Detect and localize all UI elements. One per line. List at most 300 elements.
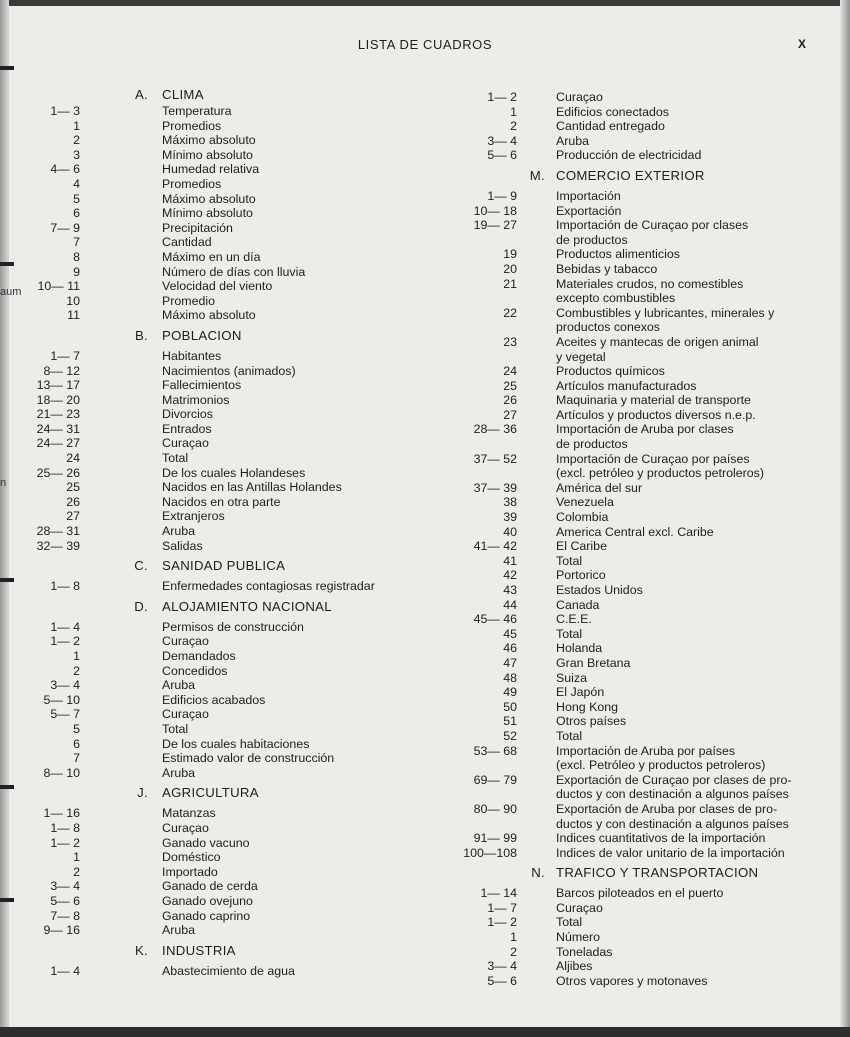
table-list-entry	[447, 350, 847, 365]
table-title: ductos y con destinación a algunos países	[556, 816, 789, 831]
table-list-entry	[447, 817, 847, 832]
table-title: Humedad relativa	[162, 162, 260, 177]
table-title: ductos y con destinación a algunos países	[556, 787, 789, 802]
table-list-entry	[447, 568, 847, 583]
table-title: Bebidas y tabacco	[556, 261, 658, 276]
table-title: Edificios acabados	[162, 692, 266, 707]
table-numbers: 25	[66, 480, 80, 495]
table-numbers: 37— 52	[473, 451, 517, 466]
section-header	[447, 163, 847, 189]
table-list-entry	[10, 466, 430, 481]
table-numbers: 45	[503, 626, 517, 641]
table-list-entry	[10, 364, 430, 379]
table-title: Total	[556, 915, 583, 930]
table-list-entry	[10, 104, 430, 119]
table-list-entry	[10, 579, 430, 594]
table-list-entry	[447, 598, 847, 613]
table-list-entry	[10, 349, 430, 364]
table-numbers: 24— 31	[36, 421, 80, 436]
table-list-entry	[447, 204, 847, 219]
left-column	[10, 86, 430, 978]
table-title: Holanda	[556, 641, 603, 656]
table-numbers: 7	[73, 751, 80, 766]
table-numbers: 1	[510, 104, 517, 119]
page-title: LISTA DE CUADROS	[357, 37, 493, 52]
table-list-entry	[10, 378, 430, 393]
table-numbers: 2	[73, 133, 80, 148]
table-numbers: 26	[503, 393, 517, 408]
table-title: (excl. Petróleo y productos petroleros)	[556, 758, 766, 773]
table-numbers: 80— 90	[473, 801, 517, 816]
table-title: Ganado caprino	[162, 908, 251, 923]
table-title: Total	[556, 553, 583, 568]
table-title: Venezuela	[556, 495, 614, 510]
table-numbers: 41	[503, 553, 517, 568]
table-numbers: 26	[66, 494, 80, 509]
table-title: Exportación de Curaçao por clases de pro-	[556, 772, 792, 787]
table-numbers: 24	[503, 364, 517, 379]
table-numbers: 21— 23	[36, 407, 80, 422]
table-list-entry	[10, 192, 430, 207]
table-numbers: 41— 42	[473, 539, 517, 554]
table-title: Mínimo absoluto	[162, 206, 253, 221]
table-title: Aceites y mantecas de origen animal	[556, 334, 759, 349]
table-list-entry	[10, 480, 430, 495]
table-title: Temperatura	[162, 104, 232, 118]
table-list-entry	[447, 886, 847, 901]
section-title: TRAFICO Y TRANSPORTACION	[556, 865, 759, 881]
table-list-entry	[447, 105, 847, 120]
table-title: Aruba	[162, 524, 196, 539]
table-numbers: 1— 8	[50, 820, 80, 835]
table-numbers: 8— 12	[43, 363, 80, 378]
table-numbers: 1	[73, 850, 80, 865]
table-title: Habitantes	[162, 348, 222, 363]
table-title: Concedidos	[162, 663, 228, 678]
table-list-entry	[447, 612, 847, 627]
table-numbers: 45— 46	[473, 612, 517, 627]
table-list-entry	[447, 974, 847, 989]
table-numbers: 7— 8	[50, 908, 80, 923]
table-numbers: 1— 14	[480, 886, 517, 901]
table-title: Curaçao	[556, 900, 603, 915]
table-title: Indices de valor unitario de la importación	[556, 845, 785, 860]
section-header	[10, 594, 430, 620]
table-numbers: 24	[66, 451, 80, 466]
table-list-entry	[447, 915, 847, 930]
table-list-entry	[447, 700, 847, 715]
table-title: Matrimonios	[162, 392, 230, 407]
table-title: Portorico	[556, 568, 606, 583]
table-numbers: 1— 2	[50, 634, 80, 649]
table-list-entry	[10, 909, 430, 924]
table-numbers: 23	[503, 334, 517, 349]
section-header	[10, 86, 430, 104]
table-title: Nacidos en las Antillas Holandes	[162, 480, 342, 495]
table-list-entry	[10, 393, 430, 408]
table-title: Aruba	[556, 133, 590, 148]
table-title: Artículos y productos diversos n.e.p.	[556, 407, 756, 422]
table-numbers: 5	[73, 721, 80, 736]
section-title: COMERCIO EXTERIOR	[556, 167, 705, 183]
table-numbers: 5— 10	[43, 692, 80, 707]
table-title: Importación de Aruba por clases	[556, 422, 734, 437]
table-numbers: 28— 31	[36, 524, 80, 539]
table-numbers: 1— 2	[487, 915, 517, 930]
table-numbers: 1— 8	[50, 579, 80, 594]
table-title: América del sur	[556, 480, 643, 495]
table-list-entry	[447, 758, 847, 773]
section-title: ALOJAMIENTO NACIONAL	[162, 598, 332, 614]
table-list-entry	[447, 306, 847, 321]
table-title: Extranjeros	[162, 509, 225, 524]
table-title: Otros países	[556, 714, 627, 729]
table-list-entry	[10, 133, 430, 148]
table-list-entry	[10, 850, 430, 865]
table-numbers	[447, 437, 517, 452]
table-list-entry	[10, 206, 430, 221]
table-title: Promedios	[162, 118, 222, 133]
binding-mark	[0, 66, 14, 70]
table-list-entry	[447, 452, 847, 467]
table-list-entry	[10, 524, 430, 539]
table-title: Nacimientos (animados)	[162, 363, 296, 378]
table-list-entry	[10, 923, 430, 938]
table-numbers: 32— 39	[36, 538, 80, 553]
table-numbers: 48	[503, 670, 517, 685]
table-list-entry	[10, 751, 430, 766]
table-title: Total	[556, 626, 583, 641]
table-title: Combustibles y lubricantes, minerales y	[556, 305, 775, 320]
section-title: CLIMA	[162, 87, 204, 102]
table-list-entry	[447, 233, 847, 248]
table-numbers: 5	[73, 191, 80, 206]
table-title: Estimado valor de construcción	[162, 751, 335, 766]
table-numbers	[447, 466, 517, 481]
table-list-entry	[10, 235, 430, 250]
table-title: Aruba	[162, 923, 196, 938]
table-numbers: 40	[503, 524, 517, 539]
table-list-entry	[10, 821, 430, 836]
table-title: De los cuales habitaciones	[162, 736, 310, 751]
table-list-entry	[447, 277, 847, 292]
section-title: AGRICULTURA	[162, 785, 259, 801]
table-numbers: 52	[503, 728, 517, 743]
table-list-entry	[10, 894, 430, 909]
table-list-entry	[10, 693, 430, 708]
table-list-entry	[10, 177, 430, 192]
table-list-entry	[10, 308, 430, 323]
table-numbers: 27	[503, 407, 517, 422]
table-title: Entrados	[162, 421, 212, 436]
section-title: POBLACION	[162, 327, 242, 343]
table-numbers	[447, 350, 517, 365]
table-list-entry	[447, 846, 847, 861]
table-title: Curaçao	[556, 90, 603, 104]
table-numbers: 49	[503, 685, 517, 700]
table-list-entry	[10, 737, 430, 752]
table-title: Materiales crudos, no comestibles	[556, 276, 744, 291]
table-title: Permisos de construcción	[162, 619, 304, 634]
table-title: Importación de Aruba por países	[556, 743, 736, 758]
table-title: Aruba	[162, 765, 196, 780]
table-numbers: 3	[73, 147, 80, 162]
table-title: Barcos piloteados en el puerto	[556, 886, 724, 901]
table-title: Curaçao	[162, 634, 209, 649]
table-list-entry	[447, 525, 847, 540]
table-title: Exportación	[556, 203, 622, 218]
table-title: Importado	[162, 864, 218, 879]
table-list-entry	[10, 678, 430, 693]
scan-left-edge	[0, 0, 9, 1037]
table-numbers: 1— 7	[50, 348, 80, 363]
table-numbers: 1	[73, 649, 80, 663]
table-list-entry	[10, 250, 430, 265]
table-list-entry	[10, 707, 430, 722]
table-title: Máximo en un día	[162, 249, 261, 264]
table-list-entry	[10, 119, 430, 134]
table-numbers: 42	[503, 568, 517, 583]
table-numbers: 24— 27	[36, 436, 80, 451]
table-list-entry	[447, 408, 847, 423]
table-title: Divorcios	[162, 407, 213, 422]
section-letter: N.	[531, 865, 545, 881]
table-list-entry	[10, 265, 430, 280]
table-title: Total	[556, 728, 583, 743]
table-list-entry	[447, 539, 847, 554]
table-numbers: 4	[73, 176, 80, 191]
section-header	[447, 860, 847, 886]
table-numbers: 43	[503, 583, 517, 597]
table-list-entry	[447, 656, 847, 671]
table-title: Producción de electricidad	[556, 148, 702, 163]
table-numbers: 5— 7	[50, 707, 80, 722]
table-title: Aljibes	[556, 959, 593, 974]
table-title: Importación de Curaçao por clases	[556, 218, 749, 233]
scan-bottom-edge	[0, 1027, 850, 1037]
table-title: Precipitación	[162, 220, 233, 235]
table-title: Máximo absoluto	[162, 133, 256, 148]
table-title: Curaçao	[162, 820, 209, 835]
table-title: Salidas	[162, 538, 203, 553]
table-list-entry	[447, 466, 847, 481]
table-list-entry	[10, 495, 430, 510]
table-list-entry	[10, 664, 430, 679]
table-numbers: 13— 17	[36, 378, 80, 393]
table-title: Colombia	[556, 510, 609, 525]
table-numbers	[447, 787, 517, 802]
table-title: Abastecimiento de agua	[162, 963, 295, 978]
table-numbers: 2	[73, 864, 80, 879]
table-list-entry	[447, 291, 847, 306]
table-list-entry	[447, 90, 847, 105]
section-header	[10, 323, 430, 349]
table-list-entry	[447, 379, 847, 394]
table-numbers: 3— 4	[487, 133, 517, 148]
table-list-entry	[447, 787, 847, 802]
table-numbers: 51	[503, 714, 517, 729]
table-list-entry	[447, 729, 847, 744]
section-title: INDUSTRIA	[162, 942, 236, 958]
table-numbers: 10— 11	[37, 279, 80, 294]
table-title: excepto combustibles	[556, 291, 676, 306]
table-list-entry	[447, 422, 847, 437]
table-list-entry	[447, 262, 847, 277]
table-title: Ganado ovejuno	[162, 893, 253, 908]
table-list-entry	[447, 148, 847, 163]
table-numbers: 69— 79	[473, 772, 517, 787]
section-letter: D.	[134, 598, 148, 614]
table-numbers	[447, 233, 517, 248]
table-numbers: 37— 39	[473, 480, 517, 495]
table-title: Suiza	[556, 670, 587, 685]
section-letter: A.	[134, 87, 148, 102]
table-title: America Central excl. Caribe	[556, 524, 714, 539]
table-title: Total	[162, 451, 189, 466]
table-numbers	[447, 320, 517, 335]
table-title: Matanzas	[162, 806, 216, 821]
table-title: Doméstico	[162, 850, 221, 865]
table-list-entry	[447, 554, 847, 569]
table-list-entry	[447, 930, 847, 945]
table-title: Enfermedades contagiosas registradar	[162, 579, 375, 594]
table-title: Cantidad entregado	[556, 119, 665, 134]
table-title: productos conexos	[556, 320, 661, 335]
table-title: Ganado de cerda	[162, 879, 258, 894]
table-list-entry	[10, 279, 430, 294]
table-numbers: 22	[503, 305, 517, 320]
table-title: C.E.E.	[556, 612, 592, 627]
table-title: Ganado vacuno	[162, 835, 250, 850]
scan-top-edge	[0, 0, 850, 6]
table-list-entry	[447, 119, 847, 134]
table-list-entry	[447, 714, 847, 729]
table-title: Curaçao	[162, 436, 209, 451]
table-list-entry	[10, 221, 430, 236]
table-title: Toneladas	[556, 944, 613, 959]
table-title: Fallecimientos	[162, 378, 242, 393]
table-title: Productos químicos	[556, 364, 665, 379]
table-list-entry	[447, 189, 847, 204]
table-numbers: 46	[503, 641, 517, 656]
table-numbers: 2	[510, 944, 517, 959]
table-numbers	[447, 291, 517, 306]
section-letter: C.	[134, 558, 148, 574]
table-list-entry	[447, 802, 847, 817]
table-numbers: 1— 3	[50, 104, 80, 118]
table-title: Máximo absoluto	[162, 308, 256, 323]
table-title: Promedio	[162, 293, 216, 308]
table-title: Curaçao	[162, 707, 209, 722]
table-title: Demandados	[162, 649, 236, 663]
section-letter: K.	[134, 942, 148, 958]
table-list-entry	[447, 959, 847, 974]
table-numbers: 2	[73, 663, 80, 678]
table-numbers: 38	[503, 495, 517, 510]
table-list-entry	[10, 407, 430, 422]
table-numbers: 1— 16	[43, 806, 80, 821]
table-list-entry	[10, 620, 430, 635]
table-numbers: 2	[510, 119, 517, 134]
section-letter: M.	[529, 167, 545, 183]
table-numbers: 1— 2	[50, 835, 80, 850]
right-column	[447, 90, 847, 988]
table-numbers	[447, 817, 517, 832]
table-numbers: 18— 20	[36, 392, 80, 407]
table-list-entry	[447, 393, 847, 408]
table-numbers: 28— 36	[473, 422, 517, 437]
table-list-entry	[447, 134, 847, 149]
table-numbers: 21	[503, 276, 517, 291]
table-list-entry	[10, 451, 430, 466]
table-title: Mínimo absoluto	[162, 147, 253, 162]
table-list-entry	[447, 510, 847, 525]
table-title: Canada	[556, 597, 600, 612]
table-title: Número	[556, 930, 601, 945]
table-title: y vegetal	[556, 349, 606, 364]
table-list-entry	[10, 649, 430, 664]
table-numbers: 5— 6	[487, 148, 517, 163]
table-title: Total	[162, 721, 189, 736]
table-numbers: 50	[503, 699, 517, 714]
table-numbers: 8	[73, 249, 80, 264]
table-title: Cantidad	[162, 235, 212, 250]
table-numbers: 3— 4	[487, 959, 517, 974]
table-numbers: 39	[503, 510, 517, 525]
table-title: de productos	[556, 437, 628, 452]
table-numbers: 3— 4	[50, 678, 80, 693]
table-numbers	[447, 758, 517, 773]
table-title: Promedios	[162, 176, 222, 191]
table-numbers: 5— 6	[487, 973, 517, 988]
table-list-entry	[447, 901, 847, 916]
table-list-entry	[447, 495, 847, 510]
table-list-entry	[447, 320, 847, 335]
table-numbers: 20	[503, 261, 517, 276]
table-list-entry	[10, 964, 430, 979]
table-numbers: 10	[66, 293, 80, 308]
table-numbers: 11	[67, 308, 80, 323]
table-numbers: 100—108	[463, 845, 517, 860]
table-list-entry	[10, 634, 430, 649]
table-list-entry	[10, 294, 430, 309]
table-list-entry	[447, 831, 847, 846]
table-numbers: 10— 18	[473, 203, 517, 218]
table-title: Edificios conectados	[556, 104, 669, 119]
table-list-entry	[10, 836, 430, 851]
table-list-entry	[447, 335, 847, 350]
section-header	[10, 938, 430, 964]
table-list-entry	[10, 148, 430, 163]
table-title: Importación	[556, 188, 621, 203]
section-title: SANIDAD PUBLICA	[162, 558, 286, 574]
table-numbers: 19	[503, 247, 517, 262]
table-list-entry	[10, 162, 430, 177]
table-title: Indices cuantitativos de la importación	[556, 831, 766, 846]
table-list-entry	[447, 744, 847, 759]
table-numbers: 19— 27	[473, 218, 517, 233]
table-list-entry	[10, 722, 430, 737]
table-list-entry	[447, 218, 847, 233]
table-list-entry	[10, 436, 430, 451]
table-title: Aruba	[162, 678, 196, 693]
table-title: Artículos manufacturados	[556, 378, 697, 393]
table-numbers: 44	[503, 597, 517, 612]
table-list-entry	[447, 364, 847, 379]
section-letter: B.	[134, 327, 148, 343]
table-title: de productos	[556, 232, 628, 247]
table-numbers: 25	[503, 378, 517, 393]
